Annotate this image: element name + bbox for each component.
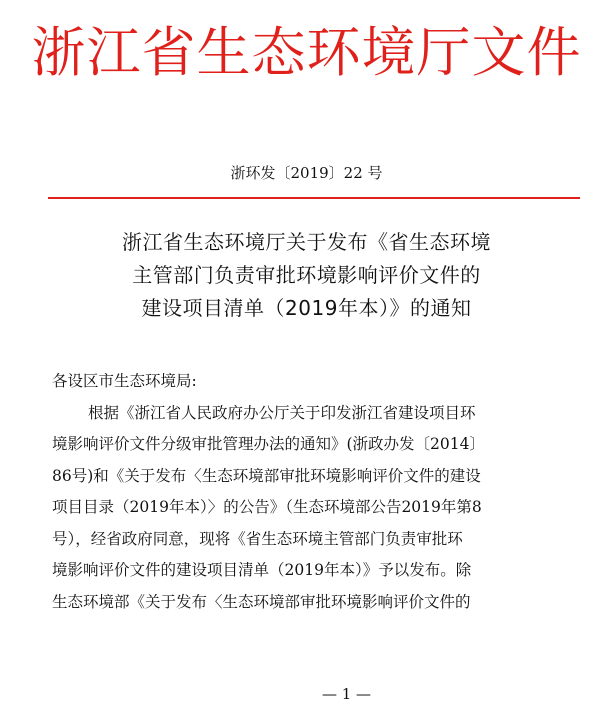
page-number: — 1 — (321, 685, 372, 703)
document-number: 浙环发〔2019〕22 号 (230, 164, 383, 182)
salutation: 各设区市生态环境局: (52, 372, 197, 390)
document-body (52, 366, 580, 618)
paragraph-line: 境影响评价文件分级审批管理办法的通知》(浙政办发〔2014〕 (52, 435, 485, 453)
red-divider-line (48, 197, 580, 199)
notice-title (0, 226, 613, 325)
paragraph-line: 生态环境部《关于发布〈生态环境部审批环境影响评价文件的 (52, 592, 471, 611)
paragraph-line: 根据《浙江省人民政府办公厅关于印发浙江省建设项目环 (88, 403, 476, 422)
notice-title-line: 主管部门负责审批环境影响评价文件的 (132, 263, 481, 287)
paragraph-line: 号），经省政府同意，现将《省生态环境主管部门负责审批环 (52, 529, 463, 548)
paragraph-line: 项目目录（2019年本）〉的公告》（生态环境部公告2019年第8 (52, 498, 482, 516)
paragraph-line: 境影响评价文件的建设项目清单（2019年本）》予以发布。除 (52, 561, 472, 579)
paragraph-line: 86号)和《关于发布〈生态环境部审批环境影响评价文件的建设 (52, 466, 481, 485)
document-header-title: 浙江省生态环境厅文件 (31, 21, 582, 84)
notice-title-line: 浙江省生态环境厅关于发布《省生态环境 (122, 230, 491, 254)
notice-title-line: 建设项目清单（2019年本）》的通知 (141, 296, 472, 320)
